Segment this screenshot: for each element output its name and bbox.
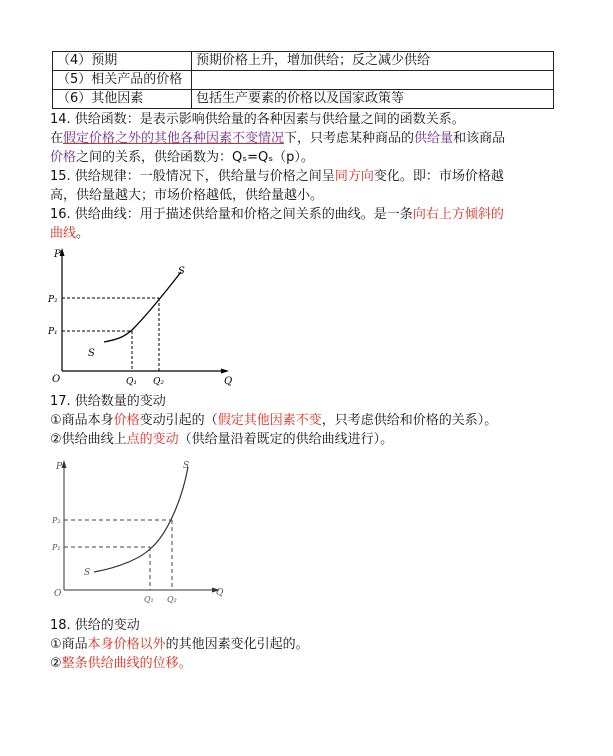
s17-title: 17. 供给数量的变动 bbox=[50, 394, 166, 409]
highlight-text: 向右上方倾斜的 bbox=[412, 207, 504, 222]
q2-label: Q₂ bbox=[167, 595, 177, 604]
y-axis-arrow bbox=[62, 460, 67, 468]
highlight-text: 曲线 bbox=[50, 226, 77, 241]
table-row bbox=[53, 71, 554, 90]
highlight-text: 点的变动 bbox=[126, 432, 179, 447]
factor-cell: （4）预期 bbox=[53, 52, 192, 71]
s17-line1 bbox=[50, 411, 497, 430]
p1-label: P₁ bbox=[52, 543, 61, 552]
highlight-text: 整条供给曲线的位移。 bbox=[61, 656, 192, 671]
supply-curve-diagram-1 bbox=[40, 244, 240, 389]
text: 之间的关系，供给函数为：Qₛ=Qₛ（p）。 bbox=[76, 150, 314, 165]
factor-cell: （5）相关产品的价格 bbox=[53, 71, 192, 90]
p2-label: P₂ bbox=[48, 295, 58, 305]
origin-label: O bbox=[54, 589, 62, 599]
curve-label-bottom: S bbox=[84, 568, 91, 578]
s18-line2 bbox=[50, 654, 192, 673]
text: ，只考虑供给和价格的关系）。 bbox=[321, 413, 498, 428]
factor-cell: （6）其他因素 bbox=[53, 90, 192, 109]
highlight-text: 同方向 bbox=[334, 169, 374, 184]
curve-label-bottom: S bbox=[88, 348, 95, 359]
p1-label: P₁ bbox=[48, 327, 58, 337]
s16-line2 bbox=[50, 224, 89, 243]
origin-label: O bbox=[52, 374, 61, 385]
text: 和该商品 bbox=[453, 131, 506, 146]
text: 在 bbox=[50, 131, 64, 146]
s14-line3 bbox=[50, 148, 314, 167]
highlight-text: 本身价格以外 bbox=[87, 637, 166, 652]
q2-label: Q₂ bbox=[153, 377, 164, 387]
text: 下，只考虑某种商品的 bbox=[284, 131, 415, 146]
x-axis-label: Q bbox=[224, 376, 233, 387]
y-axis-label: P bbox=[54, 249, 61, 260]
text: 变动引起的（ bbox=[139, 413, 218, 428]
desc-cell: 包括生产要素的价格以及国家政策等 bbox=[192, 90, 554, 109]
supply-factors-table bbox=[52, 51, 554, 109]
highlight-text: 价格 bbox=[113, 413, 140, 428]
x-axis-label: Q bbox=[216, 588, 224, 598]
table-row bbox=[53, 90, 554, 109]
table-row bbox=[53, 52, 554, 71]
text: （供给量沿着既定的供给曲线进行）。 bbox=[178, 432, 394, 447]
text: ①商品本身 bbox=[50, 413, 114, 428]
highlight-text: 假定价格之外的其他各种因素不变情况 bbox=[63, 131, 285, 146]
s17-line2 bbox=[50, 430, 393, 449]
p2-label: P₂ bbox=[52, 516, 61, 525]
text: ② bbox=[50, 656, 62, 671]
q1-label: Q₁ bbox=[144, 595, 154, 604]
s18-title: 18. 供给的变动 bbox=[50, 618, 140, 633]
s15-line2: 高，供给量越大；市场价格越低，供给量越小。 bbox=[50, 188, 324, 203]
text: 16. 供给曲线：用于描述供给量和价格之间关系的曲线。是一条 bbox=[50, 207, 413, 222]
text: ①商品 bbox=[50, 637, 88, 652]
highlight-text: 假定其他因素不变 bbox=[217, 413, 322, 428]
supply-curve bbox=[104, 272, 181, 342]
s14-line2 bbox=[50, 129, 505, 148]
x-axis-arrow bbox=[221, 369, 229, 374]
text: ②供给曲线上 bbox=[50, 432, 127, 447]
text: 的其他因素变化引起的。 bbox=[165, 637, 309, 652]
text: 变化。即：市场价格越 bbox=[373, 169, 504, 184]
q1-label: Q₁ bbox=[126, 377, 137, 387]
s16-line1 bbox=[50, 205, 504, 224]
supply-curve-diagram-2 bbox=[42, 455, 242, 605]
curve-label-top: S bbox=[183, 461, 190, 471]
curve-label-top: S bbox=[178, 266, 185, 277]
highlight-text: 供给量 bbox=[414, 131, 454, 146]
desc-cell bbox=[192, 71, 554, 90]
desc-cell: 预期价格上升，增加供给；反之减少供给 bbox=[192, 52, 554, 71]
highlight-text: 价格 bbox=[50, 150, 77, 165]
y-axis-label: P bbox=[56, 462, 63, 472]
s14-line1: 14. 供给函数：是表示影响供给量的各种因素与供给量之间的函数关系。 bbox=[50, 112, 465, 127]
s15-line1 bbox=[50, 167, 504, 186]
text: 。 bbox=[76, 226, 90, 241]
text: 15. 供给规律：一般情况下，供给量与价格之间呈 bbox=[50, 169, 335, 184]
s18-line1 bbox=[50, 635, 309, 654]
